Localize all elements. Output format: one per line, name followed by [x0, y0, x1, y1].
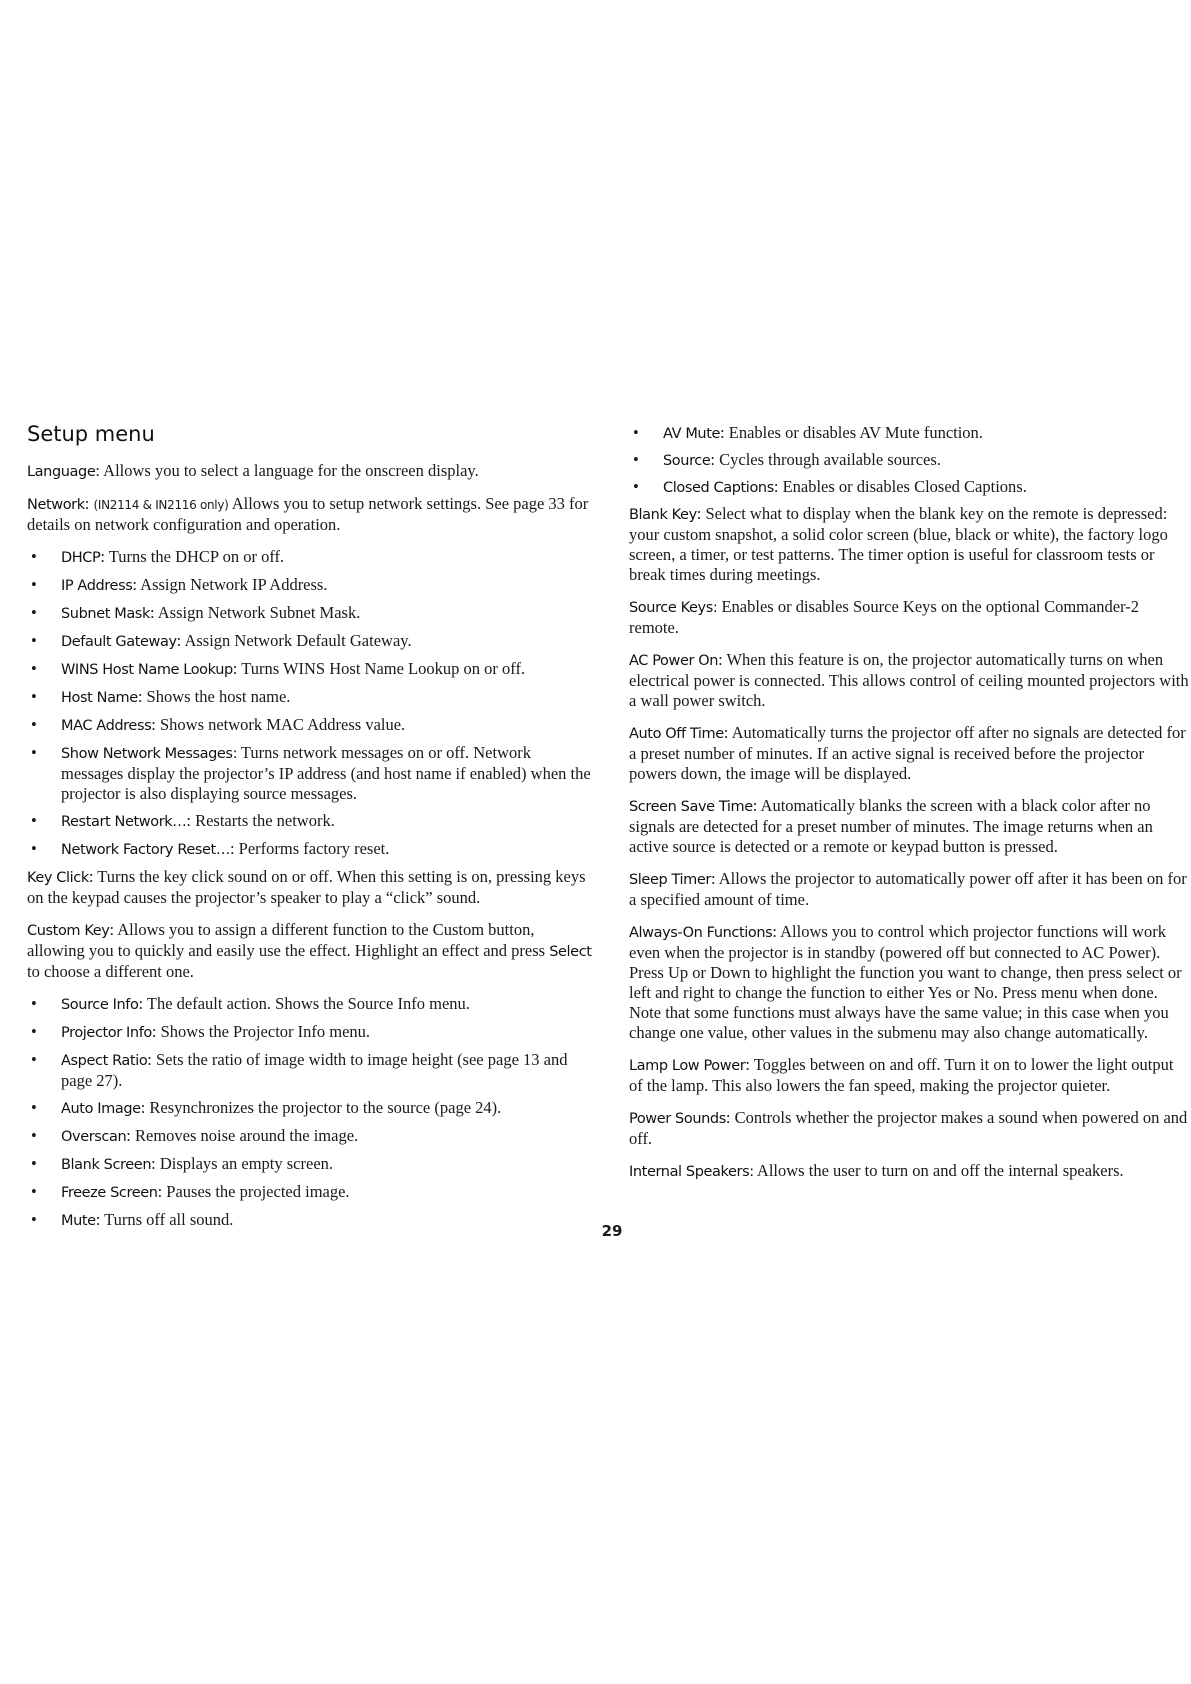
list-item	[27, 547, 595, 568]
list-item	[27, 575, 595, 596]
list-item-term: MAC Address	[61, 718, 152, 734]
source-keys-term: Source Keys:	[629, 600, 718, 616]
power-sounds-paragraph	[629, 1108, 1191, 1149]
ac-power-on-term: AC Power On	[629, 653, 719, 669]
list-item-term: Auto Image	[61, 1101, 141, 1117]
source-keys-desc: Enables or disables Source Keys on the optional Commander-2 remote.	[629, 597, 1140, 637]
list-item-term: IP Address	[61, 578, 133, 594]
list-item-term: Projector Info	[61, 1025, 152, 1041]
custom-key-desc-end: to choose a different one.	[27, 962, 194, 981]
internal-speakers-paragraph	[629, 1161, 1191, 1182]
list-item-desc: : Performs factory reset.	[229, 839, 390, 858]
screen-save-time-paragraph	[629, 796, 1191, 857]
lamp-low-power-paragraph	[629, 1055, 1191, 1096]
screen-save-time-term: Screen Save Time	[629, 799, 753, 815]
list-item-desc: Turns network messages on or off. Network messages display the projector’s IP address (and host name if enabled) when the projector is also displaying source messages.	[61, 743, 591, 803]
key-click-term: Key Click	[27, 870, 89, 886]
blank-key-term: Blank Key	[629, 507, 697, 523]
custom-key-list-continued	[629, 423, 1191, 498]
bullet-icon: •	[31, 547, 37, 566]
power-sounds-desc: : Controls whether the projector makes a sound when powered on and off.	[629, 1108, 1188, 1148]
always-on-functions-desc: : Allows you to control which projector functions will work even when the projector is in standby (powered off but connected to AC Power). Press Up or Down to highlight the function you want to change, then press select or left and right to change the function to either Yes or No. Press menu when done. Note that some functions must always have the same value; in this case when you change one value, other values in the submenu may also change automatically.	[629, 922, 1182, 1042]
bullet-icon: •	[31, 687, 37, 706]
bullet-icon: •	[633, 477, 639, 496]
sleep-timer-paragraph	[629, 869, 1191, 910]
list-item-term: Closed Captions	[663, 480, 774, 496]
list-item	[27, 659, 595, 680]
always-on-functions-paragraph	[629, 922, 1191, 1043]
network-paragraph	[27, 494, 595, 535]
list-item-term: Host Name	[61, 690, 138, 706]
power-sounds-term: Power Sounds	[629, 1111, 726, 1127]
bullet-icon: •	[633, 423, 639, 442]
list-item-term: Overscan	[61, 1129, 127, 1145]
list-item	[27, 994, 595, 1015]
bullet-icon: •	[31, 575, 37, 594]
bullet-icon: •	[31, 631, 37, 650]
key-click-desc: : Turns the key click sound on or off. When this setting is on, pressing keys on the keypad causes the projector’s speaker to play a “click” sound.	[27, 867, 586, 907]
list-item-term: Blank Screen	[61, 1157, 152, 1173]
list-item-term: Subnet Mask	[61, 606, 150, 622]
screen-save-time-desc: : Automatically blanks the screen with a black color after no signals are detected for a preset number of minutes. The image returns when an active source is detected or a remote or keypad button is pressed.	[629, 796, 1153, 856]
bullet-icon: •	[31, 1182, 37, 1201]
list-item-desc: : Assign Network IP Address.	[132, 575, 328, 594]
bullet-icon: •	[31, 659, 37, 678]
network-desc: Allows you to setup network settings. See page 33 for details on network configuration and operation.	[27, 494, 589, 534]
list-item	[27, 715, 595, 736]
bullet-icon: •	[633, 450, 639, 469]
lamp-low-power-desc: : Toggles between on and off. Turn it on to lower the light output of the lamp. This also lowers the fan speed, making the projector quieter.	[629, 1055, 1174, 1095]
sleep-timer-term: Sleep Timer	[629, 872, 711, 888]
list-item-desc: : Removes noise around the image.	[126, 1126, 359, 1145]
key-click-paragraph	[27, 867, 595, 908]
list-item	[629, 450, 1191, 471]
bullet-icon: •	[31, 1022, 37, 1041]
bullet-icon: •	[31, 743, 37, 762]
list-item-desc: : Turns the DHCP on or off.	[100, 547, 285, 566]
lamp-low-power-term: Lamp Low Power	[629, 1058, 746, 1074]
page-number: 29	[601, 1222, 623, 1240]
list-item	[27, 1126, 595, 1147]
list-item-term: WINS Host Name Lookup	[61, 662, 233, 678]
language-paragraph	[27, 461, 595, 482]
custom-key-term: Custom Key	[27, 923, 110, 939]
list-item-desc: : Shows the Projector Info menu.	[151, 1022, 371, 1041]
list-item	[27, 1182, 595, 1203]
list-item	[629, 423, 1191, 444]
auto-off-time-paragraph	[629, 723, 1191, 784]
custom-key-list	[27, 994, 595, 1231]
list-item	[27, 839, 595, 860]
list-item	[27, 1154, 595, 1175]
list-item-term: Mute	[61, 1213, 96, 1229]
list-item-desc: : Shows network MAC Address value.	[151, 715, 406, 734]
list-item-term: Restart Network…	[61, 814, 187, 830]
bullet-icon: •	[31, 1098, 37, 1117]
bullet-icon: •	[31, 1050, 37, 1069]
list-item-term: Source Info	[61, 997, 139, 1013]
list-item-desc: : Enables or disables Closed Captions.	[773, 477, 1027, 496]
list-item-desc: : Shows the host name.	[137, 687, 291, 706]
list-item-desc: : Turns off all sound.	[95, 1210, 234, 1229]
list-item	[27, 1210, 595, 1231]
sleep-timer-desc: : Allows the projector to automatically power off after it has been on for a specified amount of time.	[629, 869, 1187, 909]
list-item-desc: : Restarts the network.	[186, 811, 335, 830]
bullet-icon: •	[31, 1210, 37, 1229]
language-term: Language	[27, 464, 96, 480]
list-item-desc: : Pauses the projected image.	[157, 1182, 350, 1201]
list-item	[27, 631, 595, 652]
list-item-desc: : Enables or disables AV Mute function.	[720, 423, 983, 442]
list-item	[629, 477, 1191, 498]
bullet-icon: •	[31, 1126, 37, 1145]
language-desc: : Allows you to select a language for the onscreen display.	[95, 461, 479, 480]
list-item-term: Freeze Screen	[61, 1185, 158, 1201]
list-item-term: Aspect Ratio	[61, 1053, 148, 1069]
list-item-desc: : Resynchronizes the projector to the source (page 24).	[140, 1098, 502, 1117]
auto-off-time-term: Auto Off Time	[629, 726, 724, 742]
ac-power-on-desc: : When this feature is on, the projector automatically turns on when electrical power is connected. This allows control of ceiling mounted projectors with a wall power switch.	[629, 650, 1189, 710]
always-on-functions-term: Always-On Functions	[629, 925, 773, 941]
blank-key-paragraph	[629, 504, 1191, 585]
bullet-icon: •	[31, 811, 37, 830]
source-keys-paragraph	[629, 597, 1191, 638]
bullet-icon: •	[31, 715, 37, 734]
custom-key-desc: : Allows you to assign a different function to the Custom button, allowing you to quickly and easily use the effect. Highlight an effect and press	[27, 920, 550, 960]
right-column	[629, 423, 1191, 1194]
bullet-icon: •	[31, 1154, 37, 1173]
list-item-term: DHCP	[61, 550, 101, 566]
list-item-desc: : The default action. Shows the Source Info menu.	[138, 994, 470, 1013]
network-sep: :	[84, 494, 94, 513]
list-item	[27, 1022, 595, 1043]
custom-key-paragraph	[27, 920, 595, 982]
list-item-term: Show Network Messages:	[61, 746, 238, 762]
list-item-desc: : Sets the ratio of image width to image height (see page 13 and page 27).	[61, 1050, 568, 1090]
list-item-term: Network Factory Reset…	[61, 842, 230, 858]
list-item	[27, 1098, 595, 1119]
list-item	[27, 743, 595, 804]
list-item-term: AV Mute	[663, 426, 721, 442]
list-item-desc: : Assign Network Subnet Mask.	[149, 603, 361, 622]
page-title: Setup menu	[27, 422, 155, 446]
list-item-term: Source	[663, 453, 711, 469]
list-item-desc: : Displays an empty screen.	[151, 1154, 334, 1173]
ac-power-on-paragraph	[629, 650, 1191, 711]
network-term: Network	[27, 497, 85, 513]
list-item-desc: : Cycles through available sources.	[710, 450, 941, 469]
blank-key-desc: : Select what to display when the blank key on the remote is depressed: your custom snapshot, a solid color screen (blue, black or white), the factory logo screen, a timer, or test patterns. The timer option is useful for classroom tests or break times during meetings.	[629, 504, 1168, 584]
network-note: (IN2114 & IN2116 only)	[93, 498, 229, 512]
list-item-desc: : Assign Network Default Gateway.	[176, 631, 412, 650]
auto-off-time-desc: : Automatically turns the projector off after no signals are detected for a preset number of minutes. If an active signal is received before the projector powers down, the image will be displayed.	[629, 723, 1186, 783]
internal-speakers-desc: Allows the user to turn on and off the internal speakers.	[753, 1161, 1124, 1180]
list-item-term: Default Gateway	[61, 634, 177, 650]
list-item	[27, 1050, 595, 1091]
list-item	[27, 603, 595, 624]
network-list	[27, 547, 595, 860]
list-item	[27, 811, 595, 832]
bullet-icon: •	[31, 994, 37, 1013]
internal-speakers-term: Internal Speakers:	[629, 1164, 754, 1180]
list-item-desc: : Turns WINS Host Name Lookup on or off.	[232, 659, 526, 678]
list-item	[27, 687, 595, 708]
bullet-icon: •	[31, 839, 37, 858]
left-column	[27, 420, 595, 1238]
select-term: Select	[549, 944, 592, 960]
bullet-icon: •	[31, 603, 37, 622]
